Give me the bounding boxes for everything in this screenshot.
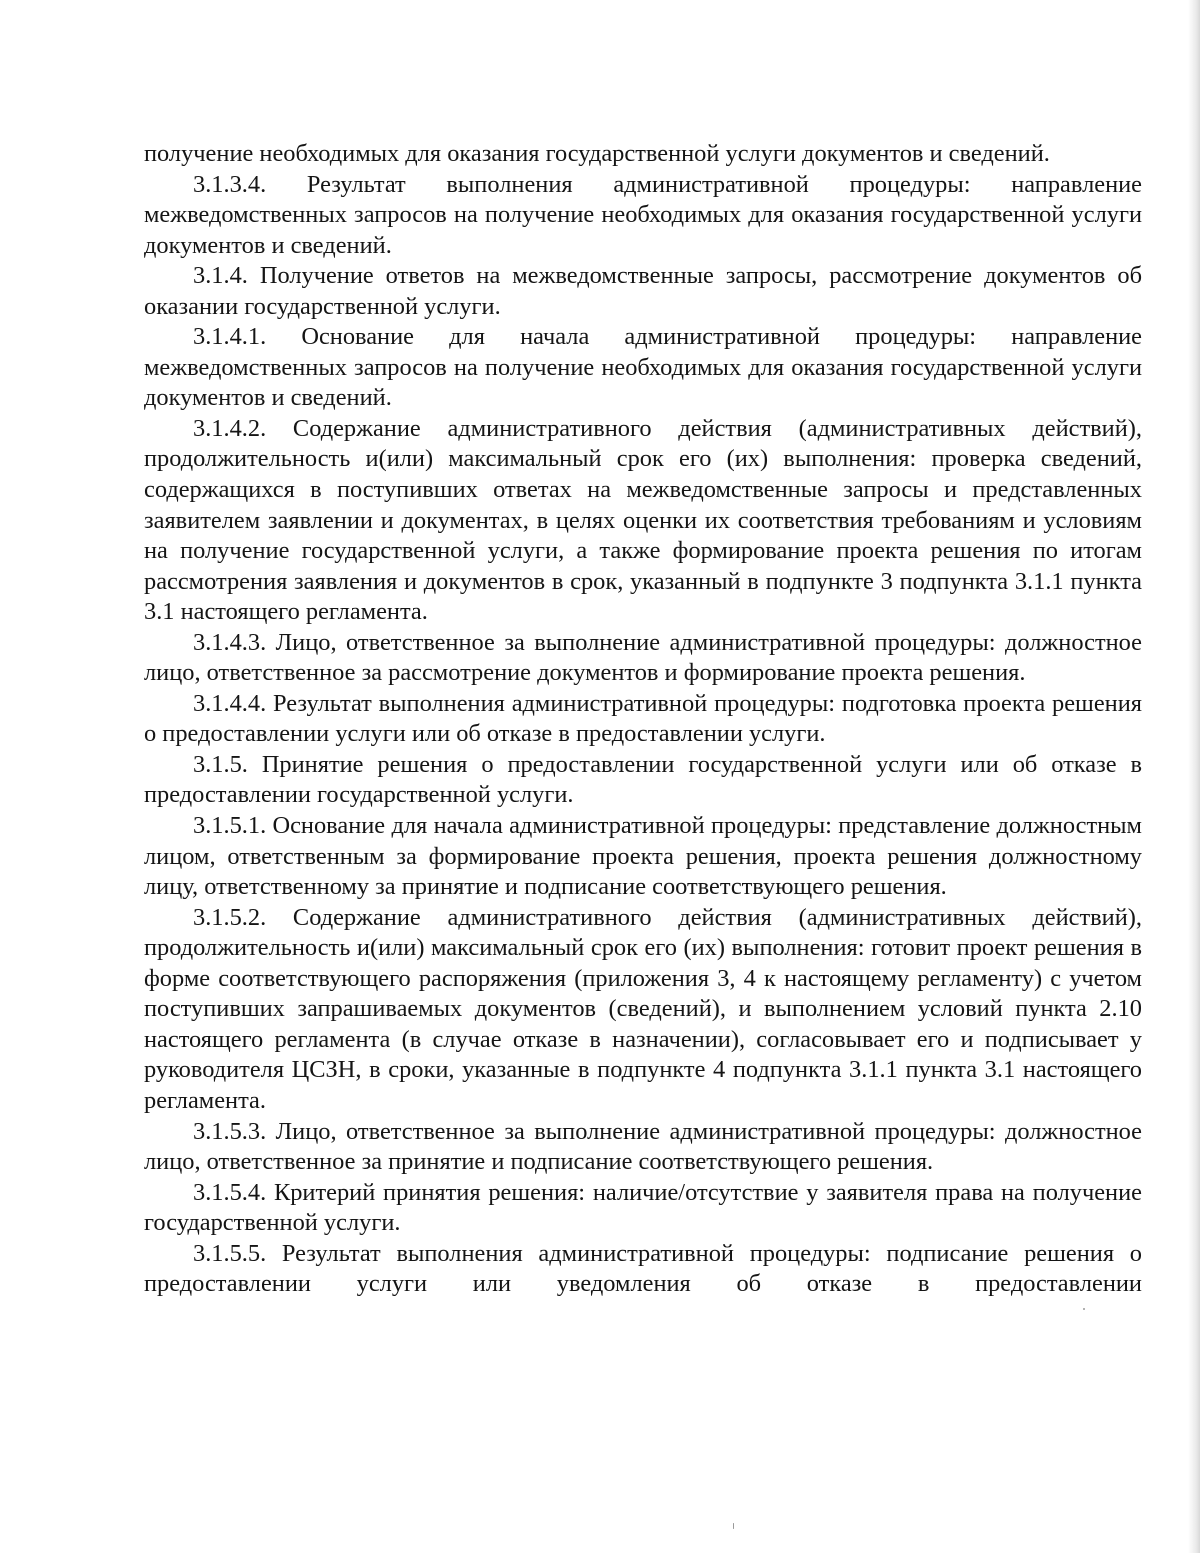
paragraph-3-1-4-3: 3.1.4.3. Лицо, ответственное за выполнение административной процедуры: должностное лицо, ответственное за рассмотрение документов и формирование проекта решения. [144,628,1142,687]
paragraph-3-1-5-5: 3.1.5.5. Результат выполнения административной процедуры: подписание решения о предоставлении услуги или уведомления об отказе в предоставлении [144,1239,1142,1298]
scan-speck [1083,1308,1085,1310]
document-body [144,139,1142,1300]
paragraph-3-1-5-3: 3.1.5.3. Лицо, ответственное за выполнение административной процедуры: должностное лицо, ответственное за принятие и подписание соответствующего решения. [144,1117,1142,1176]
paragraph-3-1-5-1: 3.1.5.1. Основание для начала административной процедуры: представление должностным лицом, ответственным за формирование проекта решения, проекта решения должностному лицу, ответственному за принятие и подписание соответствующего решения. [144,812,1142,901]
paragraph-3-1-4-4: 3.1.4.4. Результат выполнения административной процедуры: подготовка проекта решения о предоставлении услуги или об отказе в предоставлении услуги. [144,689,1142,748]
scan-speck [733,1523,734,1529]
paragraph-continuation: получение необходимых для оказания государственной услуги документов и сведений. [144,140,1050,167]
paragraph-3-1-5-4: 3.1.5.4. Критерий принятия решения: наличие/отсутствие у заявителя права на получение государственной услуги. [144,1178,1142,1237]
paragraph-3-1-5-2: 3.1.5.2. Содержание административного действия (административных действий), продолжительность и(или) максимальный срок его (их) выполнения: готовит проект решения в форме соответствующего распоряжения (приложения 3, 4 к настоящему регламенту) с учетом поступивших запрашиваемых документов (сведений), и выполнением условий пункта 2.10 настоящего регламента (в случае отказе в назначении), согласовывает его и подписывает у руководителя ЦСЗН, в сроки, указанные в подпункте 4 подпункта 3.1.1 пункта 3.1 настоящего регламента. [144,903,1142,1114]
paragraph-3-1-3-4: 3.1.3.4. Результат выполнения административной процедуры: направление межведомственных запросов на получение необходимых для оказания государственной услуги документов и сведений. [144,170,1142,259]
scan-shadow-edge [1188,0,1200,1553]
paragraph-3-1-4-1: 3.1.4.1. Основание для начала административной процедуры: направление межведомственных запросов на получение необходимых для оказания государственной услуги документов и сведений. [144,323,1142,412]
paragraph-3-1-5: 3.1.5. Принятие решения о предоставлении государственной услуги или об отказе в предоставлении государственной услуги. [144,750,1142,809]
paragraph-3-1-4: 3.1.4. Получение ответов на межведомственные запросы, рассмотрение документов об оказании государственной услуги. [144,262,1142,320]
paragraph-3-1-4-2: 3.1.4.2. Содержание административного действия (административных действий), продолжительность и(или) максимальный срок его (их) выполнения: проверка сведений, содержащихся в поступивших ответах на межведомственные запросы и представленных заявителем заявлении и документах, в целях оценки их соответствия требованиям и условиям на получение государственной услуги, а также формирование проекта решения по итогам рассмотрения заявления и документов в срок, указанный в подпункте 3 подпункта 3.1.1 пункта 3.1 настоящего регламента. [144,414,1142,626]
